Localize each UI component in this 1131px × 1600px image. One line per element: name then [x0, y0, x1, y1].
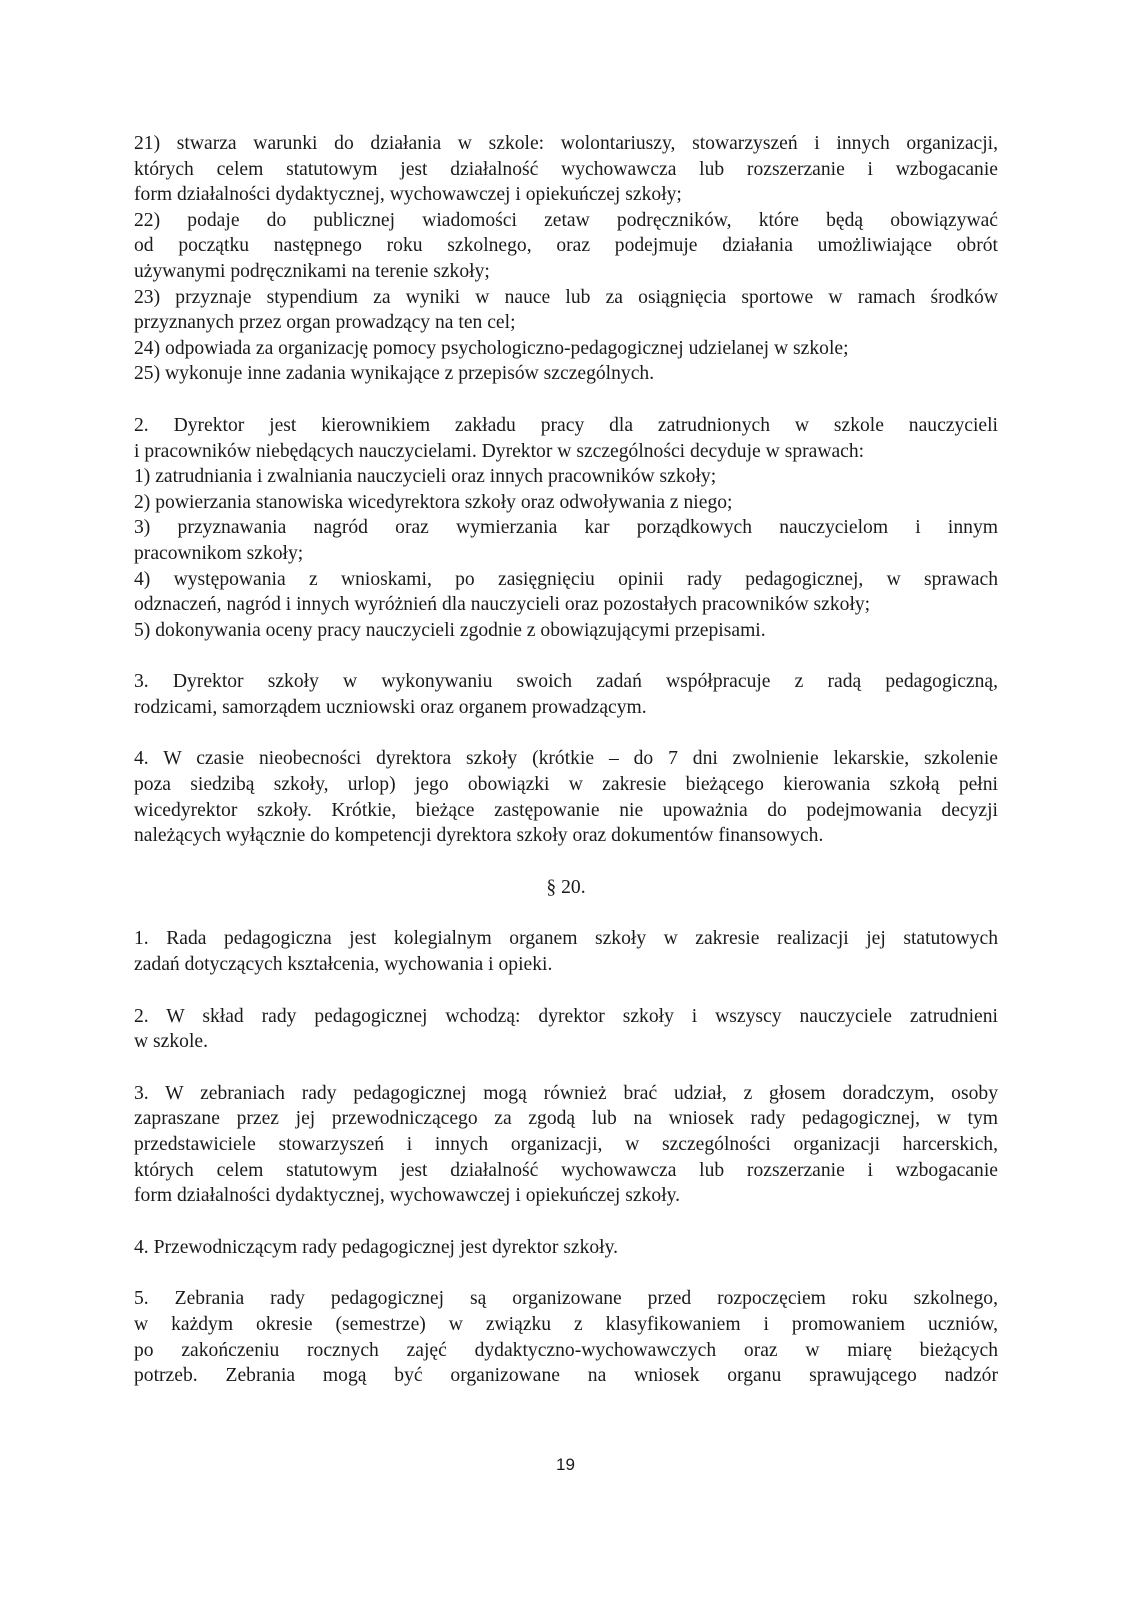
text-line: 1. Rada pedagogiczna jest kolegialnym organem szkoły w zakresie realizacji jej statutowych [134, 928, 998, 950]
text-line: 24) odpowiada za organizację pomocy psychologiczno-pedagogicznej udzielanej w szkole; [134, 337, 849, 359]
paragraph [134, 1286, 998, 1388]
page-number: 19 [556, 1455, 575, 1474]
text-line: zadań dotyczących kształcenia, wychowania i opieki. [134, 954, 553, 976]
text-line: pracownikom szkoły; [134, 542, 304, 564]
text-line: 4) występowania z wnioskami, po zasięgnięciu opinii rady pedagogicznej, w sprawach [134, 568, 998, 590]
paragraph [134, 1081, 998, 1209]
text-line: form działalności dydaktycznej, wychowawczej i opiekuńczej szkoły. [134, 1185, 681, 1207]
paragraph [134, 413, 998, 643]
text-line: 22) podaje do publicznej wiadomości zetaw podręczników, które będą obowiązywać [134, 209, 998, 231]
text-line: 5. Zebrania rady pedagogicznej są organizowane przed rozpoczęciem roku szkolnego, [134, 1288, 998, 1310]
text-line: i pracowników niebędących nauczycielami. Dyrektor w szczególności decyduje w sprawach: [134, 440, 865, 462]
text-line: 4. W czasie nieobecności dyrektora szkoły (krótkie – do 7 dni zwolnienie lekarskie, szkolenie [134, 748, 998, 770]
text-line: przyznanych przez organ prowadzący na ten cel; [134, 312, 516, 334]
text-line: w każdym okresie (semestrze) w związku z klasyfikowaniem i promowaniem uczniów, [134, 1313, 998, 1335]
paragraphs-before-section [134, 131, 998, 849]
text-line: 5) dokonywania oceny pracy nauczycieli zgodnie z obowiązującymi przepisami. [134, 619, 766, 641]
text-line: 1) zatrudniania i zwalniania nauczycieli oraz innych pracowników szkoły; [134, 466, 717, 488]
paragraph [134, 926, 998, 977]
text-line: 21) stwarza warunki do działania w szkole: wolontariuszy, stowarzyszeń i innych organizacji, [134, 133, 998, 154]
text-line: 2. W skład rady pedagogicznej wchodzą: dyrektor szkoły i wszyscy nauczyciele zatrudnieni [134, 1005, 998, 1027]
text-line: których celem statutowym jest działalność wychowawcza lub rozszerzanie i wzbogacanie [134, 1159, 998, 1181]
text-line: w szkole. [134, 1031, 209, 1053]
text-line: odznaczeń, nagród i innych wyróżnień dla nauczycieli oraz pozostałych pracowników szkoły; [134, 594, 871, 616]
paragraph [134, 669, 998, 720]
text-line: wicedyrektor szkoły. Krótkie, bieżące zastępowanie nie upoważnia do podejmowania decyzji [134, 799, 998, 821]
text-line: 4. Przewodniczącym rady pedagogicznej jest dyrektor szkoły. [134, 1236, 619, 1258]
text-line: rodzicami, samorządem uczniowski oraz organem prowadzącym. [134, 696, 647, 718]
text-line: 23) przyznaje stypendium za wyniki w nauce lub za osiągnięcia sportowe w ramach środków [134, 286, 998, 308]
paragraph [134, 131, 998, 387]
text-line: 25) wykonuje inne zadania wynikające z przepisów szczególnych. [134, 363, 655, 385]
text-line: po zakończeniu rocznych zajęć dydaktyczno-wychowawczych oraz w miarę bieżących [134, 1339, 998, 1361]
text-line: 2. Dyrektor jest kierownikiem zakładu pracy dla zatrudnionych w szkole nauczycieli [134, 414, 998, 436]
paragraph [134, 1004, 998, 1055]
paragraphs-section-20 [134, 926, 998, 1388]
text-line: form działalności dydaktycznej, wychowawczej i opiekuńczej szkoły; [134, 184, 682, 206]
document-page [134, 131, 998, 1415]
text-line: zapraszane przez jej przewodniczącego za zgodą lub na wniosek rady pedagogicznej, w tym [134, 1108, 998, 1130]
text-line: od początku następnego roku szkolnego, oraz podejmuje działania umożliwiające obrót [134, 235, 998, 257]
text-line: należących wyłącznie do kompetencji dyrektora szkoły oraz dokumentów finansowych. [134, 825, 824, 847]
text-line: 3) przyznawania nagród oraz wymierzania kar porządkowych nauczycielom i innym [134, 517, 998, 539]
text-line: używanymi podręcznikami na terenie szkoły; [134, 260, 490, 282]
text-line: 3. W zebraniach rady pedagogicznej mogą również brać udział, z głosem doradczym, osoby [134, 1082, 998, 1104]
paragraph [134, 746, 998, 848]
text-line: 2) powierzania stanowiska wicedyrektora szkoły oraz odwoływania z niego; [134, 491, 733, 513]
text-line: potrzeb. Zebrania mogą być organizowane na wniosek organu sprawującego nadzór [134, 1365, 998, 1387]
text-line: poza siedzibą szkoły, urlop) jego obowiązki w zakresie bieżącego kierowania szkołą pełni [134, 774, 998, 796]
section-heading: § 20. [546, 876, 586, 898]
paragraph [134, 1235, 998, 1261]
text-line: których celem statutowym jest działalność wychowawcza lub rozszerzanie i wzbogacanie [134, 158, 998, 180]
text-line: 3. Dyrektor szkoły w wykonywaniu swoich zadań współpracuje z radą pedagogiczną, [134, 671, 998, 693]
text-line: przedstawiciele stowarzyszeń i innych organizacji, w szczególności organizacji harcerskich, [134, 1134, 998, 1155]
